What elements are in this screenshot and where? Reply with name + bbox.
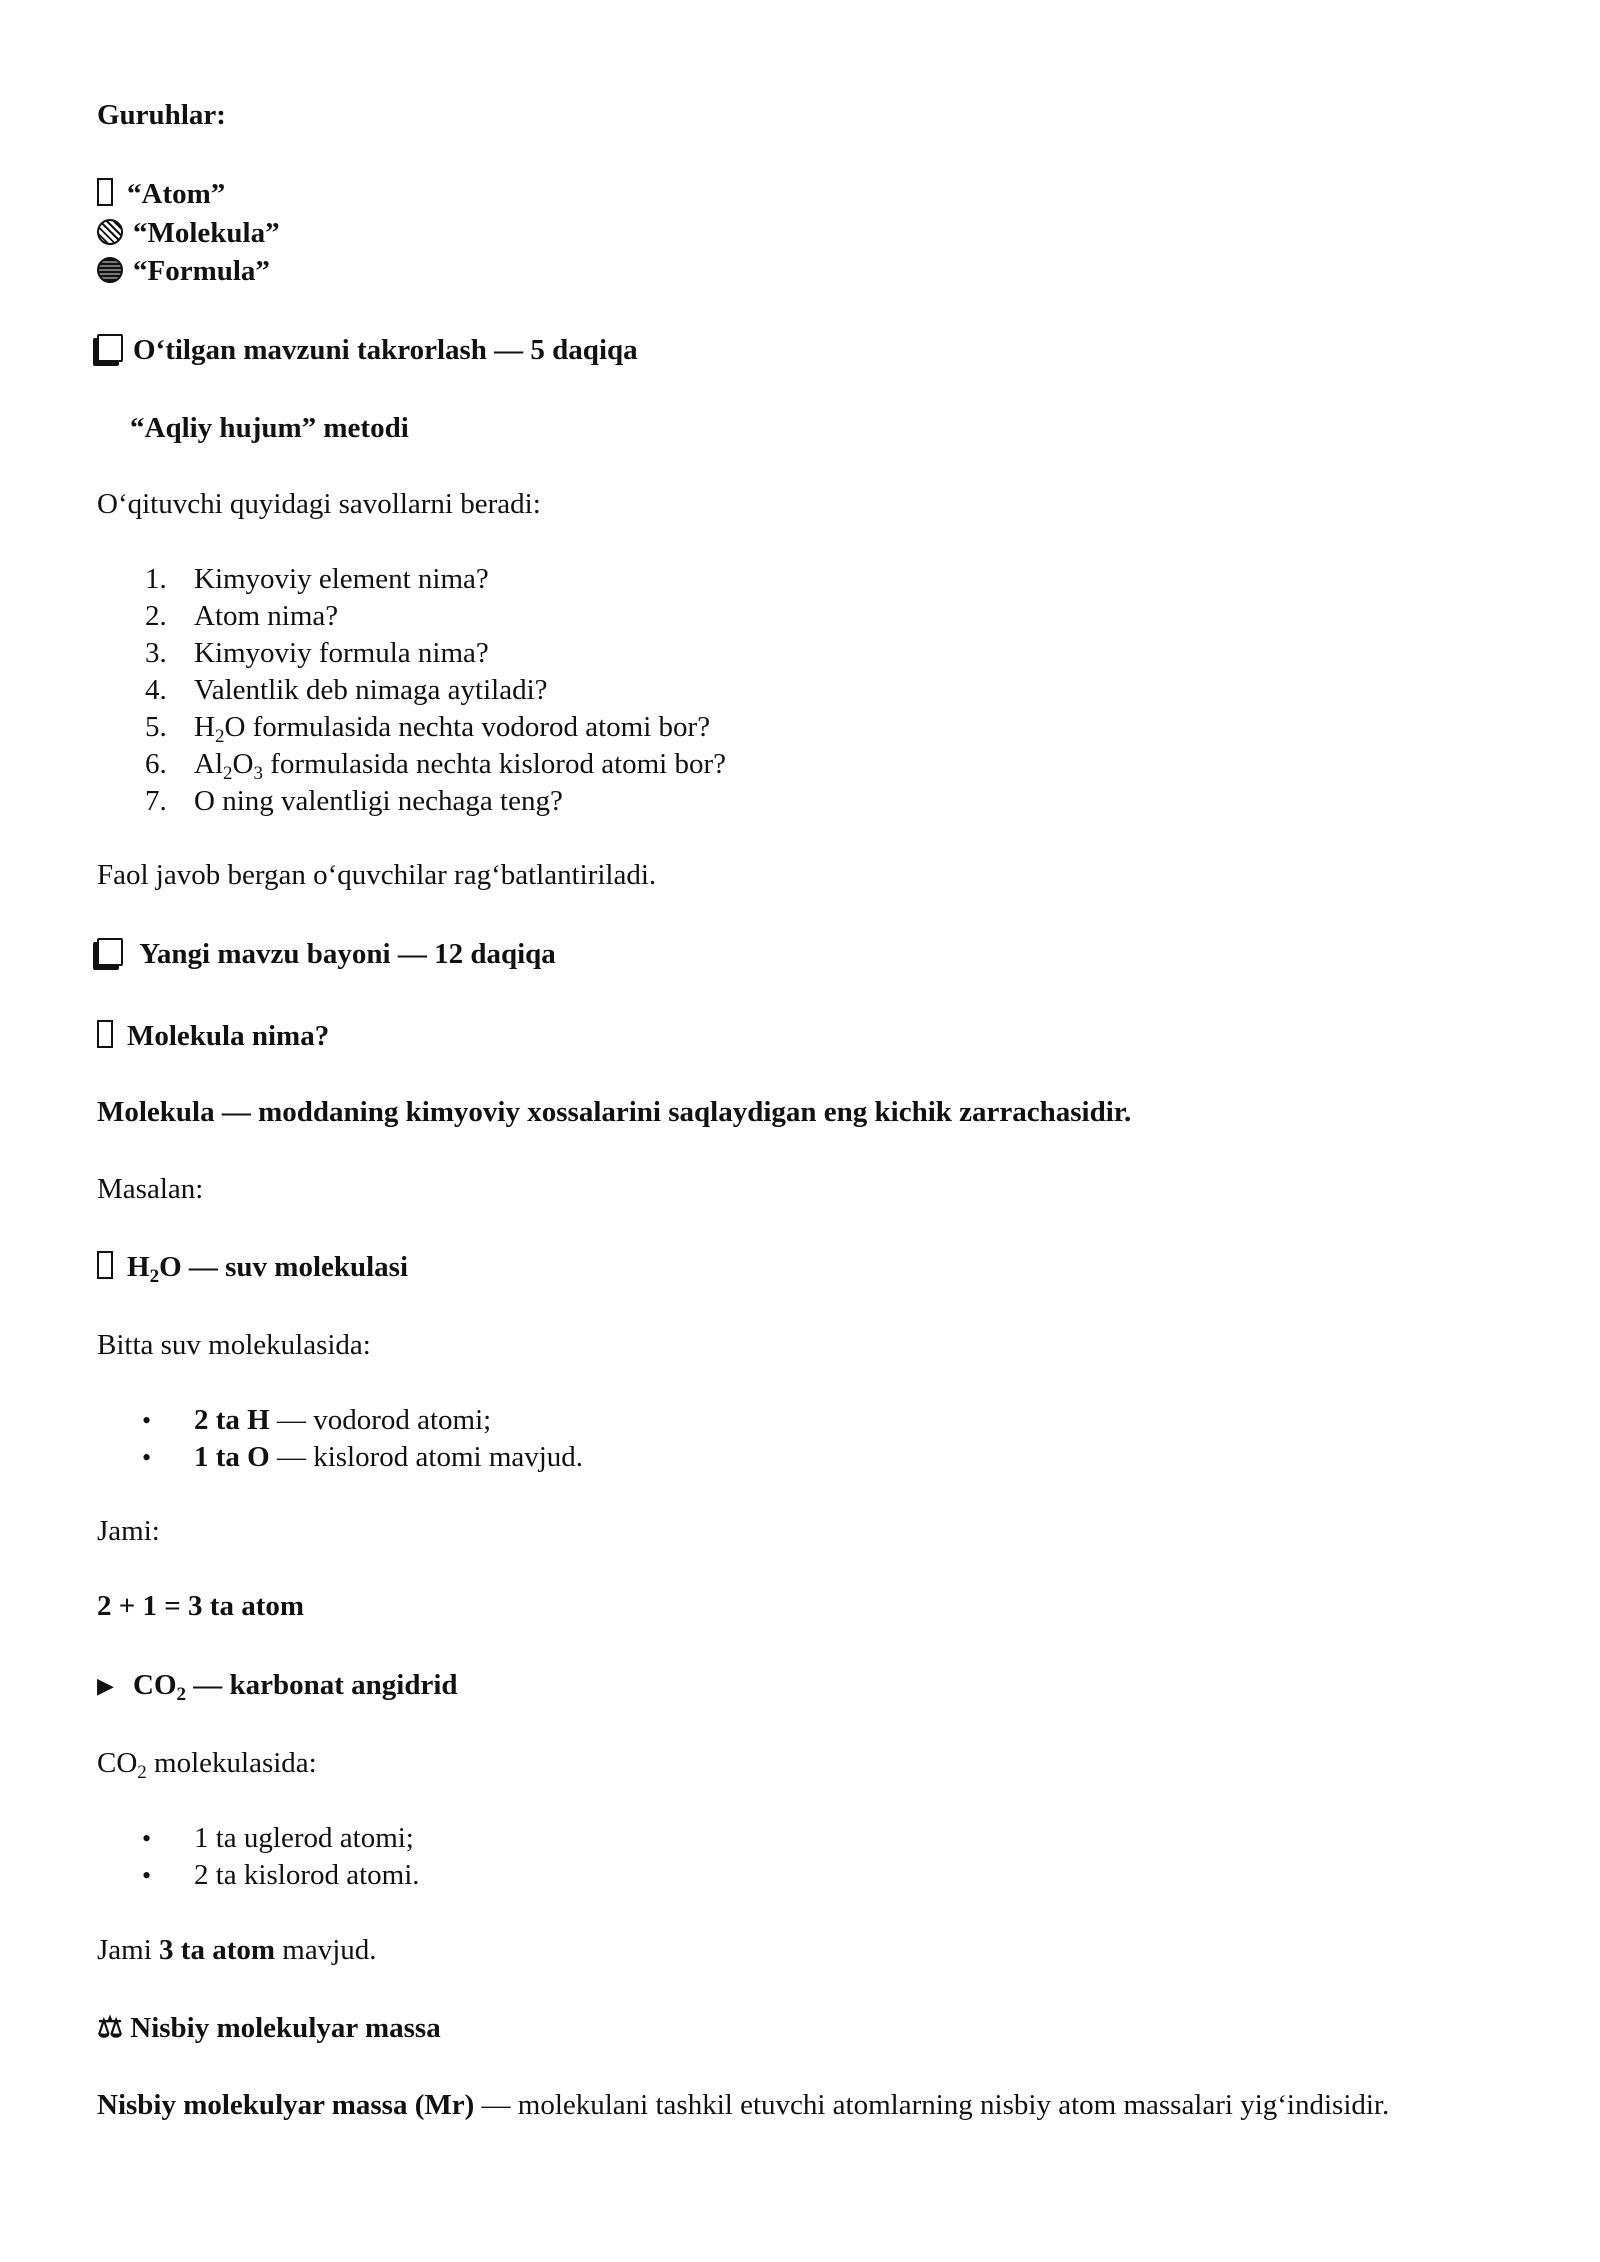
list-item: 2 ta kislorod atomi. [194, 1859, 420, 1891]
hatched-circle-icon [97, 219, 123, 245]
method-title: “Aqliy hujum” metodi [130, 412, 409, 444]
bullet-dot: • [142, 1861, 152, 1890]
missing-glyph-icon [97, 178, 113, 206]
review-heading [97, 332, 638, 369]
bullet-dot: • [142, 1443, 152, 1472]
list-number: 5. [145, 711, 167, 743]
review-intro: O‘qituvchi quyidagi savollarni beradi: [97, 488, 541, 520]
bullet-dot: • [142, 1824, 152, 1853]
list-number: 2. [145, 600, 167, 632]
co2-heading: ▶︎ $CO_2$ — karbonat angidrid [97, 1669, 458, 1705]
list-item [145, 598, 167, 635]
scales-icon: ⚖ [97, 2012, 123, 2044]
group-label: “Formula” [133, 255, 270, 287]
bullet-dot: • [142, 1406, 152, 1435]
question-text: Kimyoviy formula nima? [194, 637, 489, 669]
molecule-question-text: Molekula nima? [127, 1020, 330, 1052]
list-number: 4. [145, 674, 167, 706]
example-label: Masalan: [97, 1173, 204, 1205]
list-item [145, 672, 167, 709]
list-item [145, 709, 167, 746]
question-text: Valentlik deb nimaga aytiladi? [194, 674, 548, 706]
new-topic-heading-text: Yangi mavzu bayoni — 12 daqiqa [139, 938, 556, 970]
water-total-label: Jami: [97, 1515, 160, 1547]
list-number: 1. [145, 563, 167, 595]
molecule-definition: Molekula — moddaning kimyoviy xossalarini saqlaydigan eng kichik zarrachasidir. [97, 1096, 1132, 1128]
missing-glyph-icon [97, 1020, 113, 1048]
question-text: O ning valentligi nechaga teng? [194, 785, 563, 817]
list-item [145, 635, 167, 672]
dotted-circle-icon [97, 257, 123, 283]
molecule-question [97, 1018, 329, 1055]
notebook-icon [97, 334, 123, 362]
question-text: $H_2O$ formulasida nechta vodorod atomi bor? [194, 711, 711, 747]
notebook-icon [97, 938, 123, 966]
group-formula [97, 253, 270, 290]
water-intro: Bitta suv molekulasida: [97, 1329, 371, 1361]
list-item: 2 ta H — vodorod atomi; [194, 1404, 492, 1436]
group-label: “Atom” [127, 178, 226, 210]
list-item [145, 746, 167, 783]
list-number: 7. [145, 785, 167, 817]
missing-glyph-icon [97, 1251, 113, 1279]
new-topic-heading [97, 936, 556, 973]
water-heading: $H_2O$ — suv molekulasi [97, 1249, 408, 1286]
list-item: 1 ta uglerod atomi; [194, 1822, 414, 1854]
fire-icon: ▶︎ [97, 1673, 114, 1698]
question-text: Kimyoviy element nima? [194, 563, 489, 595]
mass-heading [97, 2010, 441, 2047]
group-atom [97, 176, 225, 213]
water-total: 2 + 1 = 3 ta atom [97, 1590, 305, 1622]
mass-heading-text: Nisbiy molekulyar massa [130, 2012, 441, 2044]
question-text: $Al_2O_3$ formulasida nechta kislorod atomi bor? [194, 748, 727, 784]
list-number: 6. [145, 748, 167, 780]
list-item: 1 ta O — kislorod atomi mavjud. [194, 1441, 584, 1473]
review-note: Faol javob bergan o‘quvchilar rag‘batlantiriladi. [97, 859, 657, 891]
list-item [145, 561, 167, 598]
mass-definition: Nisbiy molekulyar massa (Mr) — molekulani tashkil etuvchi atomlarning nisbiy atom massalari yig‘indisidir. [97, 2089, 1390, 2121]
co2-intro: $CO_2$ molekulasida: [97, 1747, 317, 1783]
review-heading-text: O‘tilgan mavzuni takrorlash — 5 daqiqa [133, 334, 638, 366]
list-number: 3. [145, 637, 167, 669]
list-item [145, 783, 167, 820]
group-label: “Molekula” [133, 217, 280, 249]
groups-title: Guruhlar: [97, 99, 226, 131]
group-molekula [97, 215, 280, 252]
co2-total: Jami 3 ta atom mavjud. [97, 1934, 377, 1966]
question-text: Atom nima? [194, 600, 339, 632]
